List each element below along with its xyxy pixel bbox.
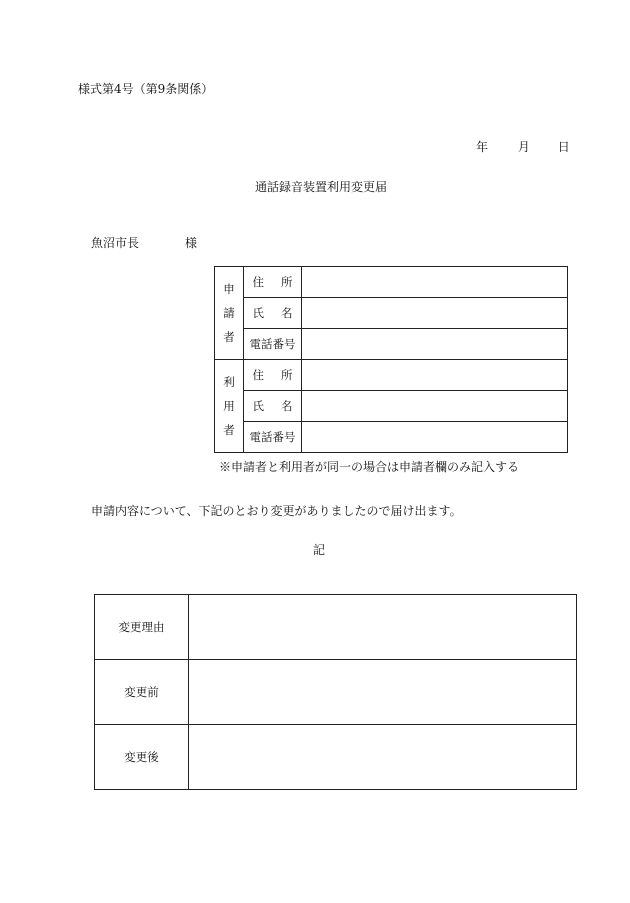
before-change-label: 変更前 [95,660,189,725]
applicant-name-field[interactable] [302,298,568,329]
after-change-field[interactable] [189,725,577,790]
before-change-row [95,660,577,725]
applicant-phone-label: 電話番号 [244,329,302,360]
change-reason-field[interactable] [189,595,577,660]
applicant-name-label: 氏 名 [244,298,302,329]
before-change-field[interactable] [189,660,577,725]
user-address-field[interactable] [302,360,568,391]
user-name-field[interactable] [302,391,568,422]
party-table [214,266,568,453]
user-group-label: 利 用 者 [215,360,244,453]
month-label: 月 [517,140,530,154]
change-table [94,594,577,790]
user-phone-label: 電話番号 [244,422,302,453]
after-change-row [95,725,577,790]
form-number: 様式第4号（第9条関係） [78,82,214,96]
day-label: 日 [557,140,570,154]
document-title: 通話録音装置利用変更届 [255,180,388,194]
user-phone-field[interactable] [302,422,568,453]
after-change-label: 変更後 [95,725,189,790]
intro-text: 申請内容について、下記のとおり変更がありましたので届け出ます。 [91,504,462,518]
applicant-address-label: 住 所 [244,267,302,298]
date-line [476,138,570,155]
user-address-label: 住 所 [244,360,302,391]
user-name-label: 氏 名 [244,391,302,422]
addressee-suffix: 様 [185,236,198,250]
addressee [91,234,197,251]
change-reason-label: 変更理由 [95,595,189,660]
change-reason-row [95,595,577,660]
applicant-phone-field[interactable] [302,329,568,360]
ki-heading: 記 [313,543,326,557]
applicant-address-field[interactable] [302,267,568,298]
addressee-name: 魚沼市長 [91,236,140,250]
same-person-note: ※申請者と利用者が同一の場合は申請者欄のみ記入する [219,460,520,474]
year-label: 年 [476,140,489,154]
applicant-group-label: 申 請 者 [215,267,244,360]
